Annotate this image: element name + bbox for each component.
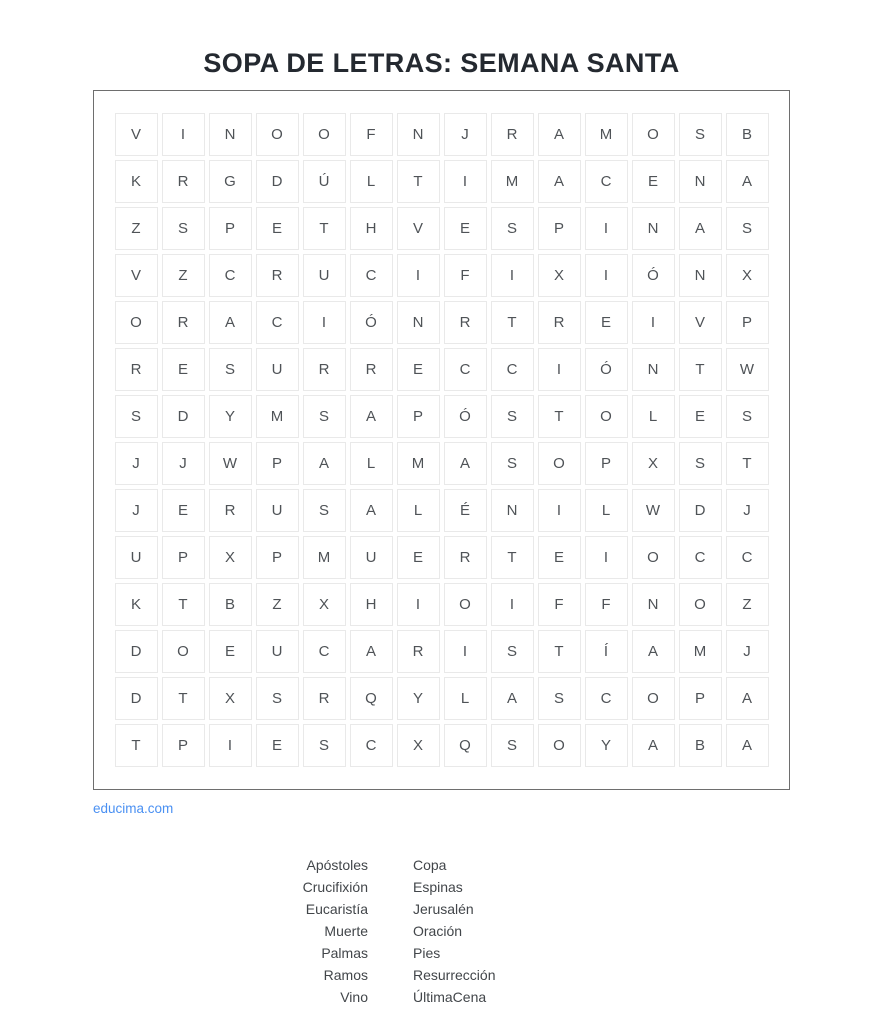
word-list-item: Vino [340, 989, 368, 1005]
puzzle-box [93, 90, 790, 790]
grid-cell: S [491, 442, 534, 485]
grid-cell: C [585, 677, 628, 720]
grid-cell: S [538, 677, 581, 720]
grid-cell: X [209, 677, 252, 720]
grid-cell: I [585, 207, 628, 250]
grid-cell: O [679, 583, 722, 626]
grid-cell: M [679, 630, 722, 673]
grid-cell: O [256, 113, 299, 156]
grid-cell: E [444, 207, 487, 250]
letter-grid [115, 113, 769, 767]
grid-cell: W [726, 348, 769, 391]
grid-cell: A [350, 630, 393, 673]
grid-cell: A [632, 630, 675, 673]
grid-cell: R [491, 113, 534, 156]
grid-cell: C [679, 536, 722, 579]
grid-cell: S [209, 348, 252, 391]
grid-cell: M [397, 442, 440, 485]
grid-cell: U [256, 630, 299, 673]
grid-cell: P [726, 301, 769, 344]
grid-cell: A [538, 113, 581, 156]
grid-cell: S [303, 489, 346, 532]
grid-cell: L [444, 677, 487, 720]
grid-cell: X [632, 442, 675, 485]
grid-cell: B [209, 583, 252, 626]
grid-cell: E [538, 536, 581, 579]
grid-cell: X [538, 254, 581, 297]
grid-cell: R [444, 536, 487, 579]
grid-cell: Ó [444, 395, 487, 438]
grid-cell: K [115, 583, 158, 626]
grid-cell: C [444, 348, 487, 391]
grid-cell: V [115, 113, 158, 156]
grid-cell: V [679, 301, 722, 344]
grid-cell: M [491, 160, 534, 203]
word-list-item: Apóstoles [306, 857, 368, 873]
grid-cell: D [115, 630, 158, 673]
grid-cell: F [350, 113, 393, 156]
grid-cell: M [303, 536, 346, 579]
grid-cell: M [585, 113, 628, 156]
grid-cell: A [209, 301, 252, 344]
grid-cell: L [350, 442, 393, 485]
grid-cell: S [726, 207, 769, 250]
grid-cell: I [491, 254, 534, 297]
grid-cell: B [726, 113, 769, 156]
grid-cell: N [679, 254, 722, 297]
word-list-item: Crucifixión [302, 879, 368, 895]
grid-cell: P [538, 207, 581, 250]
grid-cell: S [679, 113, 722, 156]
grid-cell: C [585, 160, 628, 203]
word-list-item: Espinas [413, 879, 463, 895]
word-list-item: Jerusalén [413, 901, 474, 917]
grid-cell: R [209, 489, 252, 532]
grid-cell: E [256, 207, 299, 250]
grid-cell: I [397, 583, 440, 626]
grid-cell: I [632, 301, 675, 344]
grid-cell: A [350, 395, 393, 438]
grid-cell: S [303, 724, 346, 767]
grid-cell: F [585, 583, 628, 626]
grid-cell: A [679, 207, 722, 250]
grid-cell: A [726, 724, 769, 767]
grid-cell: N [491, 489, 534, 532]
grid-cell: H [350, 207, 393, 250]
page-title: SOPA DE LETRAS: SEMANA SANTA [203, 48, 680, 78]
grid-cell: S [256, 677, 299, 720]
grid-cell: N [397, 113, 440, 156]
grid-cell: Q [444, 724, 487, 767]
grid-cell: X [303, 583, 346, 626]
grid-cell: L [397, 489, 440, 532]
grid-cell: O [162, 630, 205, 673]
grid-cell: Z [115, 207, 158, 250]
grid-cell: A [726, 677, 769, 720]
grid-cell: T [679, 348, 722, 391]
grid-cell: O [632, 536, 675, 579]
grid-cell: N [679, 160, 722, 203]
grid-cell: U [350, 536, 393, 579]
grid-cell: N [397, 301, 440, 344]
grid-cell: R [162, 301, 205, 344]
grid-cell: A [726, 160, 769, 203]
grid-cell: Z [726, 583, 769, 626]
grid-cell: O [115, 301, 158, 344]
grid-cell: C [726, 536, 769, 579]
grid-cell: V [397, 207, 440, 250]
grid-cell: Ó [632, 254, 675, 297]
grid-cell: S [491, 724, 534, 767]
grid-cell: R [303, 348, 346, 391]
educima-link[interactable]: educima.com [93, 801, 174, 816]
word-list-item: Copa [413, 857, 447, 873]
grid-cell: R [444, 301, 487, 344]
grid-cell: R [350, 348, 393, 391]
grid-cell: S [491, 630, 534, 673]
word-list-item: Resurrección [413, 967, 496, 983]
grid-cell: A [538, 160, 581, 203]
grid-cell: B [679, 724, 722, 767]
grid-cell: N [209, 113, 252, 156]
grid-cell: E [632, 160, 675, 203]
grid-cell: A [350, 489, 393, 532]
grid-cell: T [491, 536, 534, 579]
grid-cell: A [444, 442, 487, 485]
grid-cell: S [491, 395, 534, 438]
grid-cell: D [679, 489, 722, 532]
grid-cell: X [726, 254, 769, 297]
grid-cell: D [162, 395, 205, 438]
grid-cell: C [209, 254, 252, 297]
grid-cell: J [726, 489, 769, 532]
grid-cell: S [491, 207, 534, 250]
grid-cell: N [632, 348, 675, 391]
grid-cell: O [538, 442, 581, 485]
grid-cell: L [585, 489, 628, 532]
grid-cell: T [162, 583, 205, 626]
grid-cell: R [256, 254, 299, 297]
word-list-item: Oración [413, 923, 463, 939]
grid-cell: T [115, 724, 158, 767]
word-list-item: ÚltimaCena [413, 989, 487, 1005]
word-list-item: Ramos [323, 967, 368, 983]
grid-cell: Z [256, 583, 299, 626]
grid-cell: P [256, 536, 299, 579]
grid-cell: N [632, 583, 675, 626]
grid-cell: C [491, 348, 534, 391]
grid-cell: S [726, 395, 769, 438]
grid-cell: R [162, 160, 205, 203]
grid-cell: P [162, 724, 205, 767]
grid-cell: I [444, 630, 487, 673]
grid-cell: O [632, 677, 675, 720]
grid-cell: S [679, 442, 722, 485]
grid-cell: Ó [585, 348, 628, 391]
grid-cell: E [397, 536, 440, 579]
grid-cell: Q [350, 677, 393, 720]
grid-cell: G [209, 160, 252, 203]
grid-cell: W [209, 442, 252, 485]
grid-cell: R [397, 630, 440, 673]
word-list-item: Muerte [324, 923, 368, 939]
grid-cell: U [303, 254, 346, 297]
grid-cell: S [303, 395, 346, 438]
grid-cell: T [303, 207, 346, 250]
grid-cell: O [303, 113, 346, 156]
grid-cell: E [209, 630, 252, 673]
grid-cell: R [115, 348, 158, 391]
grid-cell: I [209, 724, 252, 767]
grid-cell: J [726, 630, 769, 673]
grid-cell: A [632, 724, 675, 767]
grid-cell: Í [585, 630, 628, 673]
grid-cell: E [679, 395, 722, 438]
grid-cell: X [397, 724, 440, 767]
grid-cell: Ú [303, 160, 346, 203]
grid-cell: C [303, 630, 346, 673]
grid-cell: X [209, 536, 252, 579]
grid-cell: É [444, 489, 487, 532]
grid-cell: L [632, 395, 675, 438]
grid-cell: E [162, 489, 205, 532]
grid-cell: E [585, 301, 628, 344]
grid-cell: T [538, 395, 581, 438]
grid-cell: O [444, 583, 487, 626]
grid-cell: C [256, 301, 299, 344]
grid-cell: I [444, 160, 487, 203]
grid-cell: J [115, 442, 158, 485]
grid-cell: I [585, 536, 628, 579]
grid-cell: I [397, 254, 440, 297]
grid-cell: R [303, 677, 346, 720]
grid-cell: Y [209, 395, 252, 438]
grid-cell: M [256, 395, 299, 438]
grid-cell: I [162, 113, 205, 156]
grid-cell: P [679, 677, 722, 720]
grid-cell: Y [585, 724, 628, 767]
grid-cell: E [162, 348, 205, 391]
grid-cell: Ó [350, 301, 393, 344]
grid-cell: I [303, 301, 346, 344]
grid-cell: U [115, 536, 158, 579]
word-list-left-column [0, 854, 368, 1008]
grid-cell: T [491, 301, 534, 344]
grid-cell: C [350, 724, 393, 767]
word-list-item: Palmas [321, 945, 368, 961]
grid-cell: D [256, 160, 299, 203]
grid-cell: E [397, 348, 440, 391]
grid-cell: A [491, 677, 534, 720]
grid-cell: C [350, 254, 393, 297]
grid-cell: P [162, 536, 205, 579]
grid-cell: T [538, 630, 581, 673]
grid-cell: D [115, 677, 158, 720]
grid-cell: T [397, 160, 440, 203]
grid-cell: J [162, 442, 205, 485]
grid-cell: Y [397, 677, 440, 720]
grid-cell: F [538, 583, 581, 626]
word-list-right-column [413, 854, 883, 1008]
grid-cell: I [585, 254, 628, 297]
grid-cell: E [256, 724, 299, 767]
grid-cell: H [350, 583, 393, 626]
grid-cell: N [632, 207, 675, 250]
grid-cell: U [256, 489, 299, 532]
grid-cell: Z [162, 254, 205, 297]
grid-cell: T [726, 442, 769, 485]
grid-cell: W [632, 489, 675, 532]
word-list [0, 854, 883, 1008]
grid-cell: I [491, 583, 534, 626]
grid-cell: O [538, 724, 581, 767]
grid-cell: F [444, 254, 487, 297]
grid-cell: T [162, 677, 205, 720]
grid-cell: S [115, 395, 158, 438]
word-list-item: Pies [413, 945, 441, 961]
grid-cell: V [115, 254, 158, 297]
grid-cell: P [209, 207, 252, 250]
grid-cell: P [585, 442, 628, 485]
grid-cell: O [585, 395, 628, 438]
grid-cell: P [397, 395, 440, 438]
word-list-item: Eucaristía [305, 901, 368, 917]
grid-cell: U [256, 348, 299, 391]
grid-cell: A [303, 442, 346, 485]
grid-cell: O [632, 113, 675, 156]
grid-cell: K [115, 160, 158, 203]
grid-cell: S [162, 207, 205, 250]
grid-cell: J [444, 113, 487, 156]
grid-cell: J [115, 489, 158, 532]
grid-cell: L [350, 160, 393, 203]
grid-cell: I [538, 348, 581, 391]
grid-cell: R [538, 301, 581, 344]
grid-cell: I [538, 489, 581, 532]
grid-cell: P [256, 442, 299, 485]
